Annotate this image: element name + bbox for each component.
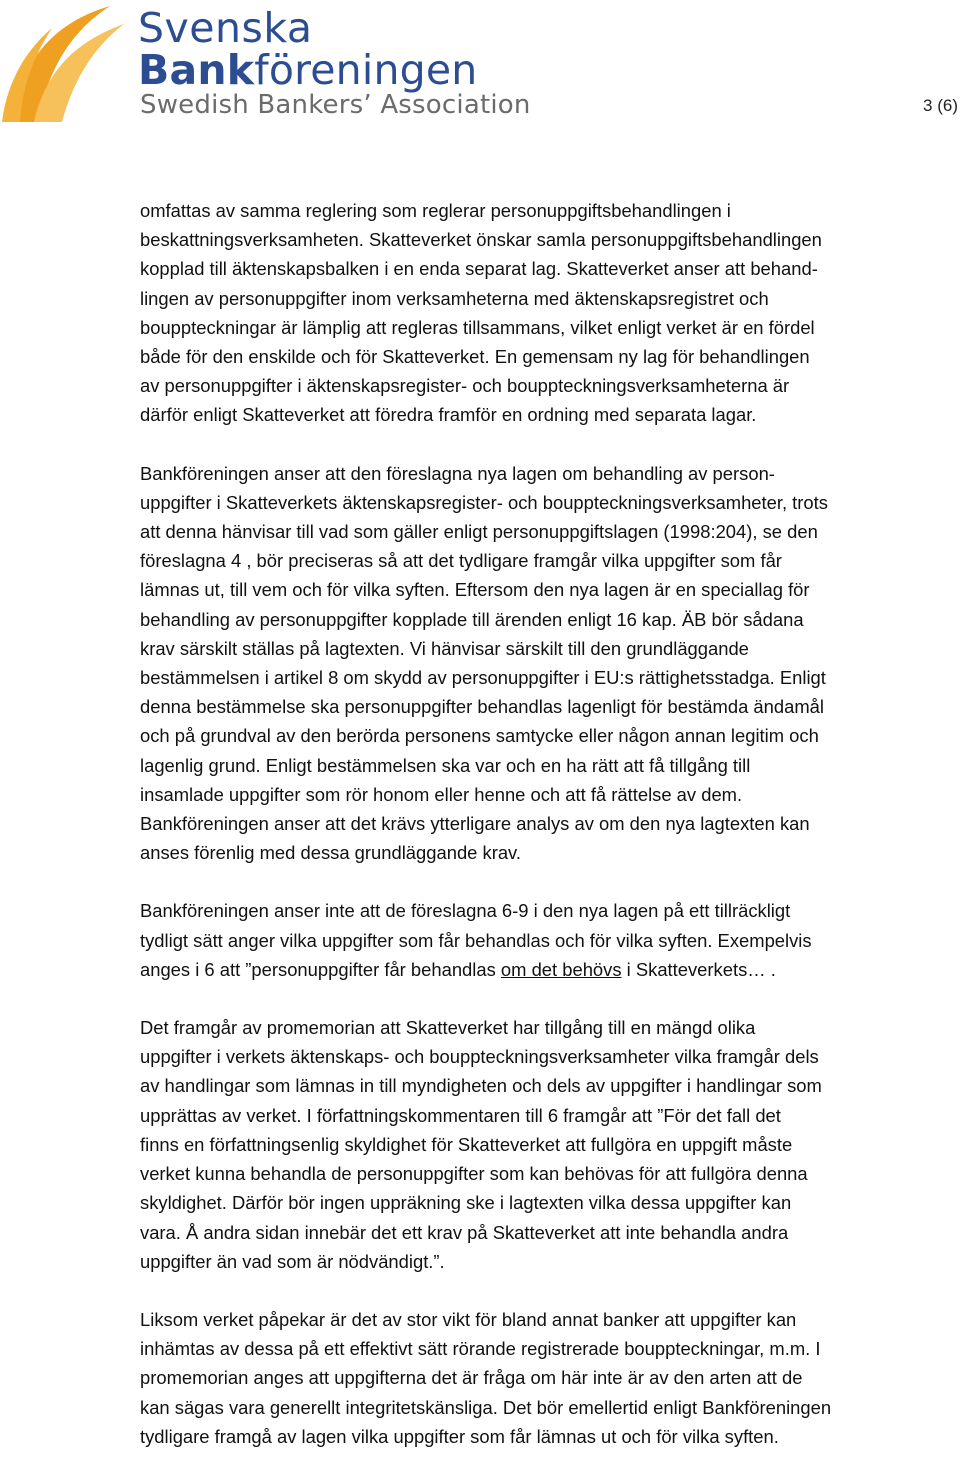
paragraph-3 (140, 896, 960, 984)
logo-text-foreningen: föreningen (254, 46, 478, 94)
association-logo (0, 0, 531, 130)
logo-text-bank: Bank (138, 46, 255, 94)
paragraph-5: Liksom verket påpekar är det av stor vikt för bland annat banker att uppgifter kan inhämtas av dessa på ett effektivt sätt rörande registrerade bouppteckningar, m.m. I promemorian anges att uppgifterna det är fråga om här inte är av den arten att de kan sägas vara generellt integritetskänsliga. Det bör emellertid enligt Bankföreningen tydligare framgå av lagen vilka uppgifter som får lämnas ut och för vilka syften. (140, 1308, 832, 1447)
logo-swirl-icon (0, 0, 140, 130)
logo-text-svenska: Svenska (138, 4, 313, 52)
paragraph-3-text-a: Bankföreningen anser inte att de föreslagna 6-9 i den nya lagen på ett tillräckligt tydligt sätt anger vilka uppgifter som får behandlas och för vilka syften. Exempelvis anges i 6 att ”personuppgifter får behandlas (140, 900, 812, 980)
document-body (140, 196, 960, 1480)
paragraph-3-text-b: i Skatteverkets… . (621, 958, 776, 980)
logo-text-english: Swedish Bankers’ Association (140, 90, 531, 120)
logo-text-bankforeningen (138, 46, 477, 94)
paragraph-1: omfattas av samma reglering som reglerar personuppgiftsbehandlingen i beskattningsverksamheten. Skatteverket önskar samla personuppgiftsbehandlingen kopplad till äktenskapsbalken i en enda separat lag. Skatteverket anser att behand- lingen av personuppgifter inom verksamheterna med äktenskapsregistret och bouppteckningar är lämplig att regleras tillsammans, vilket enligt verket är en fördel både för den enskilde och för Skatteverket. En gemensam ny lag för behandlingen av personuppgifter i äktenskapsregister- och bouppteckningsverksamheterna är därför enligt Skatteverket att föredra framför en ordning med separata lagar. (140, 200, 822, 426)
page-number: 3 (6) (923, 96, 958, 115)
paragraph-3-underlined: om det behövs (500, 958, 622, 980)
paragraph-2: Bankföreningen anser att den föreslagna nya lagen om behandling av person- uppgifter i Skatteverkets äktenskapsregister- och bouppteckningsverksamheter, trots att denna hänvisar till vad som gäller enligt personuppgiftslagen (1998:204), se den föreslagna 4 , bör preciseras så att det tydligare framgår vilka uppgifter som får lämnas ut, till vem och för vilka syften. Eftersom den nya lagen är en speciallag för behandling av personuppgifter kopplade till ärenden enligt 16 kap. ÄB bör sådana krav särskilt ställas på lagtexten. Vi hänvisar särskilt till den grundläggande bestämmelsen i artikel 8 om skydd av personuppgifter i EU:s rättighetsstadga. Enligt denna bestämmelse ska personuppgifter behandlas lagenligt för bestämda ändamål och på grundval av den berörda personens samtycke eller någon annan legitim och lagenlig grund. Enligt bestämmelsen ska var och en ha rätt att få tillgång till insamlade uppgifter som rör honom eller henne och att få rättelse av dem. Bankföreningen anser att det krävs ytterligare analys av om den nya lagtexten kan anses förenlig med dessa grundläggande krav. (140, 462, 828, 864)
paragraph-4: Det framgår av promemorian att Skatteverket har tillgång till en mängd olika uppgifter i verkets äktenskaps- och bouppteckningsverksamheter vilka framgår dels av handlingar som lämnas in till myndigheten och dels av uppgifter i handlingar som upprättas av verket. I författningskommentaren till 6 framgår att ”För det fall det finns en författningsenlig skyldighet för Skatteverket att fullgöra en uppgift måste verket kunna behandla de personuppgifter som kan behövas för att fullgöra denna skyldighet. Därför bör ingen uppräkning ske i lagtexten vilka dessa uppgifter kan vara. Å andra sidan innebär det ett krav på Skatteverket att inte behandla andra uppgifter än vad som är nödvändigt.”. (140, 1017, 822, 1272)
